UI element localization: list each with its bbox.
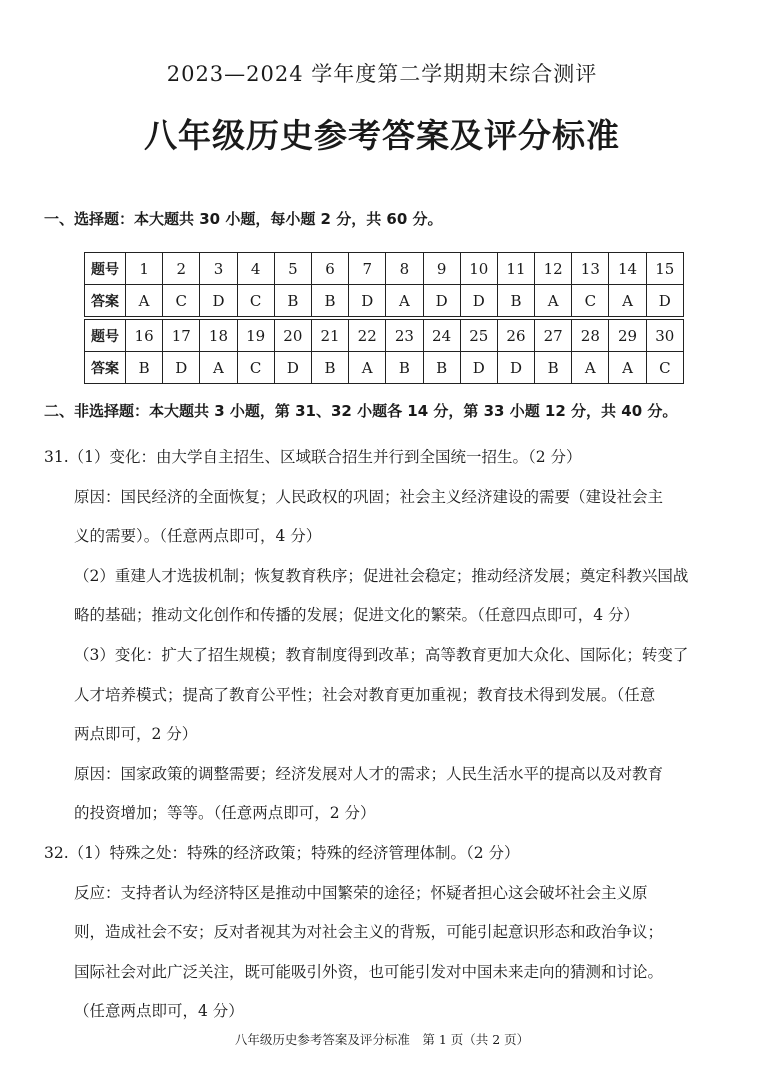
- table-cell: 18: [200, 320, 237, 352]
- table-cell: 24: [423, 320, 460, 352]
- table-cell: 9: [423, 253, 460, 285]
- page-title: 八年级历史参考答案及评分标准: [144, 116, 620, 155]
- question-number-row: [85, 253, 684, 285]
- answer-line: 的投资增加；等等。（任意两点即可，2 分）: [74, 804, 376, 823]
- question-number-row: [85, 320, 684, 352]
- table-cell: 7: [349, 253, 386, 285]
- table-cell: C: [237, 285, 274, 317]
- answer-line: 义的需要）。（任意两点即可，4 分）: [74, 527, 322, 546]
- table-cell: B: [311, 285, 348, 317]
- table-cell: D: [163, 352, 200, 384]
- table-cell: B: [386, 352, 423, 384]
- answer-line: （任意两点即可，4 分）: [74, 1002, 244, 1021]
- answer-line: 原因：国家政策的调整需要；经济发展对人才的需求；人民生活水平的提高以及对教育: [74, 764, 664, 783]
- table-cell: 12: [535, 253, 572, 285]
- table-cell: 1: [126, 253, 163, 285]
- table-cell: 4: [237, 253, 274, 285]
- answer-line: 人才培养模式；提高了教育公平性；社会对教育更加重视；教育技术得到发展。（任意: [74, 685, 656, 704]
- table-cell: C: [237, 352, 274, 384]
- answer-line: 反应：支持者认为经济特区是推动中国繁荣的途径；怀疑者担心这会破坏社会主义原: [74, 883, 648, 902]
- table-cell: 17: [163, 320, 200, 352]
- table-cell: 26: [497, 320, 534, 352]
- table-cell: 15: [646, 253, 683, 285]
- table-cell: 28: [572, 320, 609, 352]
- table-cell: A: [572, 352, 609, 384]
- table-cell: 25: [460, 320, 497, 352]
- table-cell: 23: [386, 320, 423, 352]
- answer-line: 32.（1）特殊之处：特殊的经济政策；特殊的经济管理体制。（2 分）: [44, 843, 520, 862]
- table-cell: D: [460, 352, 497, 384]
- table-cell: 14: [609, 253, 646, 285]
- table-cell: 19: [237, 320, 274, 352]
- row-label: 答案: [85, 352, 126, 384]
- table-cell: B: [274, 285, 311, 317]
- table-cell: A: [386, 285, 423, 317]
- row-label: 题号: [85, 253, 126, 285]
- answer-line: 31.（1）变化：由大学自主招生、区域联合招生并行到全国统一招生。（2 分）: [44, 448, 582, 466]
- table-cell: 11: [497, 253, 534, 285]
- table-cell: 13: [572, 253, 609, 285]
- table-cell: D: [460, 285, 497, 317]
- table-cell: 2: [163, 253, 200, 285]
- table-cell: 3: [200, 253, 237, 285]
- exam-subtitle: 2023—2024 学年度第二学期期末综合测评: [166, 62, 598, 86]
- table-cell: 21: [311, 320, 348, 352]
- row-label: 答案: [85, 285, 126, 317]
- table-cell: A: [200, 352, 237, 384]
- answer-line: 则，造成社会不安；反对者视其为对社会主义的背叛，可能引起意识形态和政治争议；: [74, 923, 664, 942]
- table-cell: C: [572, 285, 609, 317]
- table-cell: A: [609, 352, 646, 384]
- table-cell: C: [163, 285, 200, 317]
- table-cell: D: [646, 285, 683, 317]
- table-cell: A: [126, 285, 163, 317]
- table-cell: A: [349, 352, 386, 384]
- table-cell: C: [646, 352, 683, 384]
- section2-heading: 二、非选择题：本大题共 3 小题，第 31、32 小题各 14 分，第 33 小题 12 分，共 40 分。: [44, 402, 678, 420]
- answer-line: （3）变化：扩大了招生规模；教育制度得到改革；高等教育更加大众化、国际化；转变了: [74, 645, 689, 664]
- table-cell: 29: [609, 320, 646, 352]
- answer-line: （2）重建人才选拔机制；恢复教育秩序；促进社会稳定；推动经济发展；奠定科教兴国战: [74, 566, 689, 585]
- table-cell: D: [497, 352, 534, 384]
- table-cell: 22: [349, 320, 386, 352]
- answer-row: [85, 352, 684, 384]
- answer-line: 原因：国民经济的全面恢复；人民政权的巩固；社会主义经济建设的需要（建设社会主: [74, 487, 664, 506]
- section1-heading: 一、选择题：本大题共 30 小题，每小题 2 分，共 60 分。: [44, 210, 443, 228]
- answer-line: 略的基础；推动文化创作和传播的发展；促进文化的繁荣。（任意四点即可，4 分）: [74, 606, 640, 625]
- table-cell: 16: [126, 320, 163, 352]
- table-cell: 30: [646, 320, 683, 352]
- table-cell: B: [497, 285, 534, 317]
- table-cell: 5: [274, 253, 311, 285]
- table-cell: B: [126, 352, 163, 384]
- table-cell: A: [609, 285, 646, 317]
- table-cell: D: [274, 352, 311, 384]
- table-cell: B: [311, 352, 348, 384]
- page-footer: 八年级历史参考答案及评分标准 第 1 页（共 2 页）: [234, 1032, 530, 1047]
- table-cell: 6: [311, 253, 348, 285]
- answer-body: [44, 438, 724, 1032]
- table-cell: 20: [274, 320, 311, 352]
- table-cell: D: [200, 285, 237, 317]
- answer-line: 两点即可，2 分）: [74, 725, 198, 744]
- table-cell: D: [423, 285, 460, 317]
- table-cell: 8: [386, 253, 423, 285]
- table-cell: A: [535, 285, 572, 317]
- answer-row: [85, 285, 684, 317]
- row-label: 题号: [85, 320, 126, 352]
- answer-line: 国际社会对此广泛关注，既可能吸引外资，也可能引发对中国未来走向的猜测和讨论。: [74, 962, 664, 981]
- table-cell: D: [349, 285, 386, 317]
- table-cell: 27: [535, 320, 572, 352]
- table-cell: B: [535, 352, 572, 384]
- table-cell: 10: [460, 253, 497, 285]
- answer-table: [84, 252, 684, 384]
- table-cell: B: [423, 352, 460, 384]
